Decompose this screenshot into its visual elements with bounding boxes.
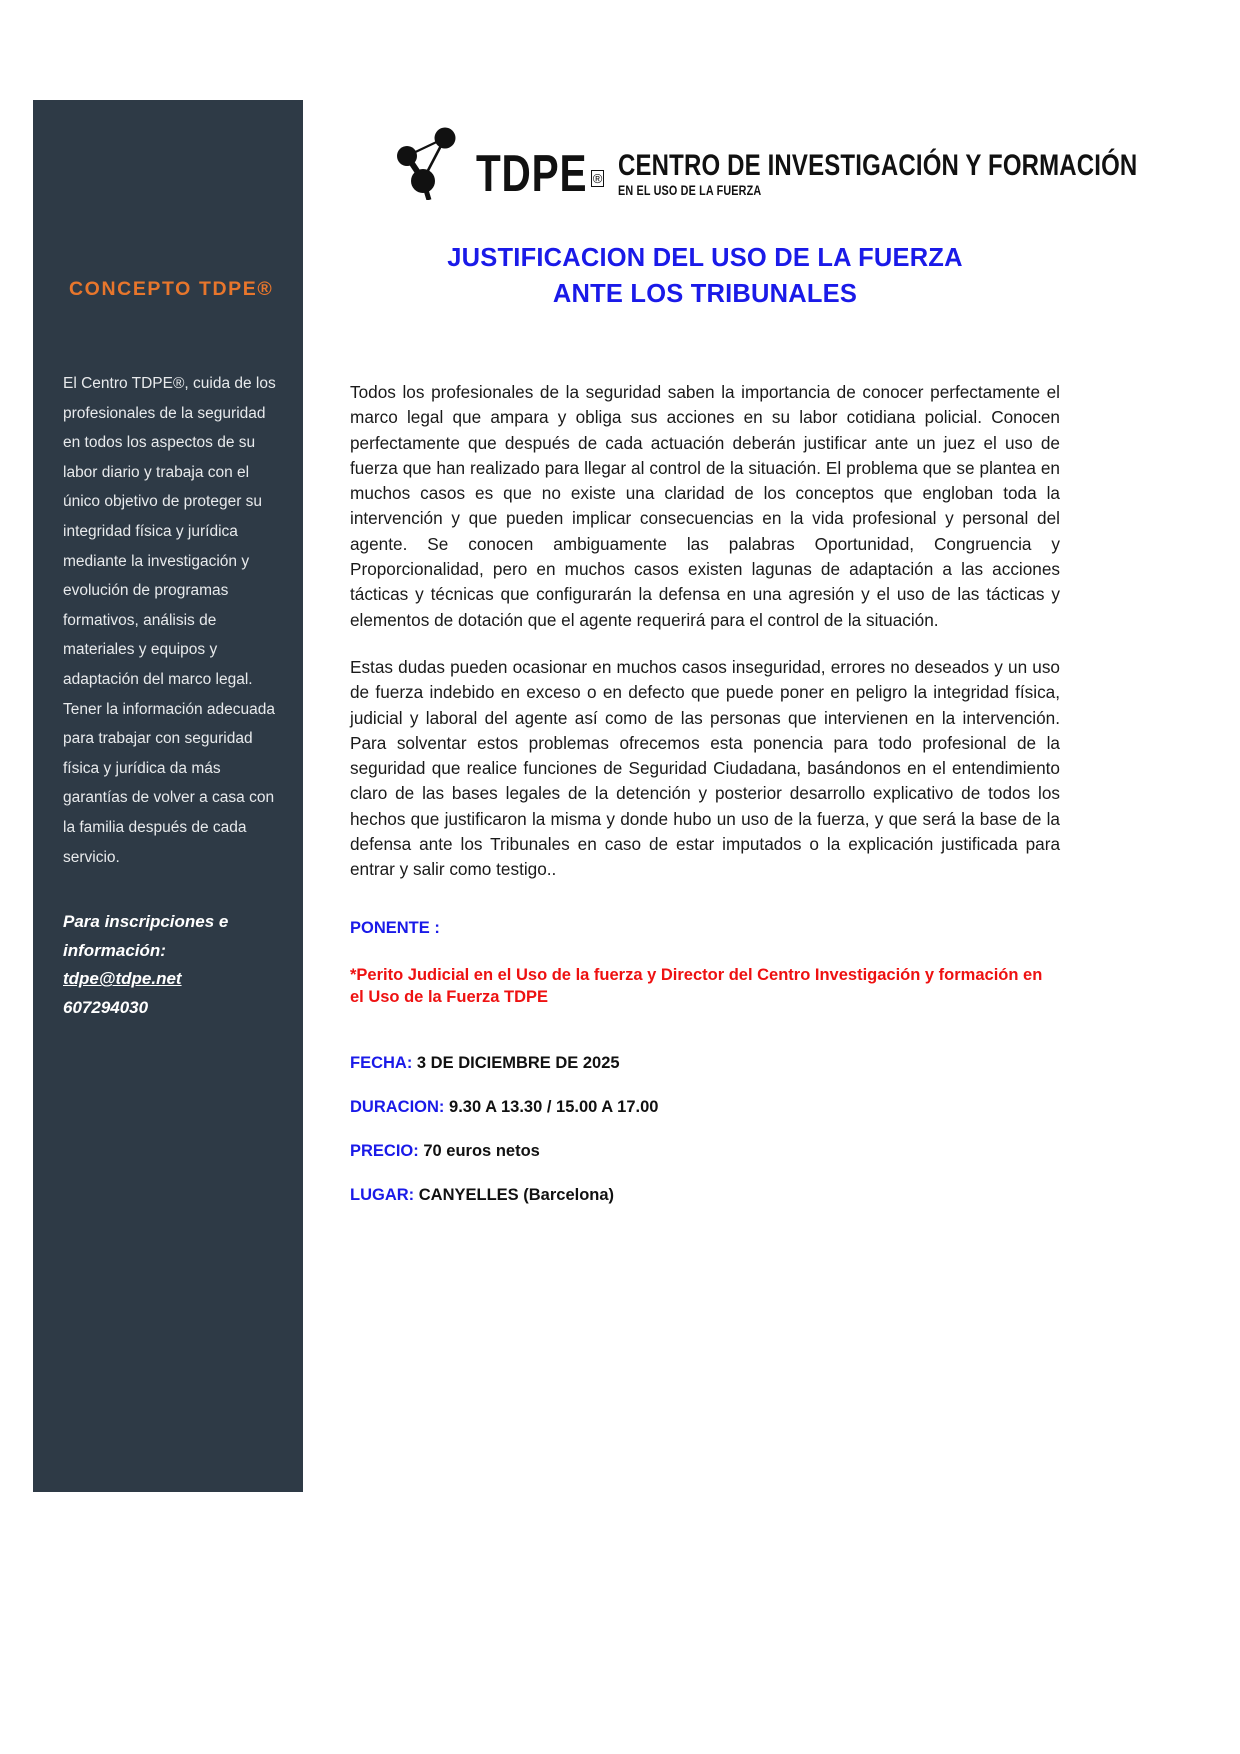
detail-row	[350, 1096, 1060, 1118]
detail-row	[350, 1140, 1060, 1162]
sidebar-description	[55, 369, 281, 872]
detail-row	[350, 1184, 1060, 1206]
page-title-line1: JUSTIFICACION DEL USO DE LA FUERZA	[447, 244, 963, 272]
speaker-section	[350, 919, 1060, 1008]
body-paragraph-2: Estas dudas pueden ocasionar en muchos casos inseguridad, errores no deseados y un uso de fuerza indebido en exceso o en defecto que puede poner en peligro la integridad física, judicial y laboral del agente así como de las personas que intervienen en la intervención. Para solventar estos problemas ofrecemos esta ponencia para todo profesional de la seguridad que realice funciones de Seguridad Ciudadana, basándonos en el entendimiento claro de las bases legales de la detención y posterior desarrollo explicativo de todos los hechos que justificaron la misma y donde hubo un uso de la fuerza, y que será la base de la defensa ante los Tribunales en caso de estar imputados o la explicación justificada para entrar y salir como testigo..	[350, 656, 1060, 880]
detail-value-precio: 70 euros netos	[423, 1141, 540, 1160]
detail-row	[350, 1052, 1060, 1074]
detail-value-lugar: CANYELLES (Barcelona)	[418, 1185, 615, 1204]
event-details	[350, 1052, 1060, 1206]
contact-email-link[interactable]: tdpe@tdpe.net	[63, 969, 182, 989]
page-title-line2: ANTE LOS TRIBUNALES	[552, 280, 858, 308]
contact-block	[55, 908, 281, 1022]
page-title	[350, 240, 1060, 312]
logo-tagline-line2: EN EL USO DE LA FUERZA	[618, 183, 762, 198]
detail-label-lugar: LUGAR:	[350, 1185, 415, 1204]
sidebar-description-text: El Centro TDPE®, cuida de los profesionales de la seguridad en todos los aspectos de su labor diario y trabaja con el único objetivo de proteger su integridad física y jurídica mediante la investigación y evolución de programas formativos, análisis de materiales y equipos y adaptación del marco legal. Tener la información adecuada para trabajar con seguridad física y jurídica da más garantías de volver a casa con la familia después de cada servicio.	[63, 375, 276, 866]
logo-tagline-line1: CENTRO DE INVESTIGACIÓN Y FORMACIÓN	[618, 148, 1138, 182]
speaker-label: PONENTE :	[350, 918, 440, 937]
detail-label-precio: PRECIO:	[350, 1141, 419, 1160]
contact-phone-number[interactable]: 607294030	[63, 997, 149, 1017]
logo-tdpe-text: TDPE	[476, 145, 588, 204]
logo-wordmark	[476, 145, 604, 204]
body-copy	[350, 380, 1060, 883]
contact-lead-text: Para inscripciones e información:	[63, 912, 229, 960]
registered-trademark-icon: ®	[592, 171, 603, 187]
detail-value-duracion: 9.30 A 13.30 / 15.00 A 17.00	[449, 1097, 659, 1116]
detail-label-fecha: FECHA:	[350, 1053, 413, 1072]
sidebar-panel	[33, 100, 303, 1492]
detail-value-fecha: 3 DE DICIEMBRE DE 2025	[416, 1053, 620, 1072]
tdpe-network-node-icon	[388, 120, 466, 200]
speaker-description: *Perito Judicial en el Uso de la fuerza y Director del Centro Investigación y formación en el Uso de la Fuerza TDPE	[350, 965, 1043, 1006]
main-content	[350, 118, 1138, 1228]
detail-label-duracion: DURACION:	[350, 1097, 445, 1116]
body-paragraph-1: Todos los profesionales de la seguridad saben la importancia de conocer perfectamente el marco legal que ampara y obliga sus acciones en su labor cotidiana policial. Conocen perfectamente que después de cada actuación deberán justificar ante un juez el uso de fuerza que han realizado para llegar al control de la situación. El problema que se plantea en muchos casos es que no existe una claridad de los conceptos que engloban toda la intervención y que pueden implicar consecuencias en la vida profesional y personal del agente. Se conocen ambiguamente las palabras Oportunidad, Congruencia y Proporcionalidad, pero en muchos casos existen lagunas de adaptación a las acciones tácticas y técnicas que configurarán la defensa en una agresión y el uso de las tácticas y elementos de dotación que el agente requerirá para el control de la situación.	[350, 382, 1060, 630]
logo-header	[388, 118, 1138, 204]
logo-tagline	[618, 150, 1240, 201]
sidebar-heading: CONCEPTO TDPE®	[69, 278, 274, 300]
